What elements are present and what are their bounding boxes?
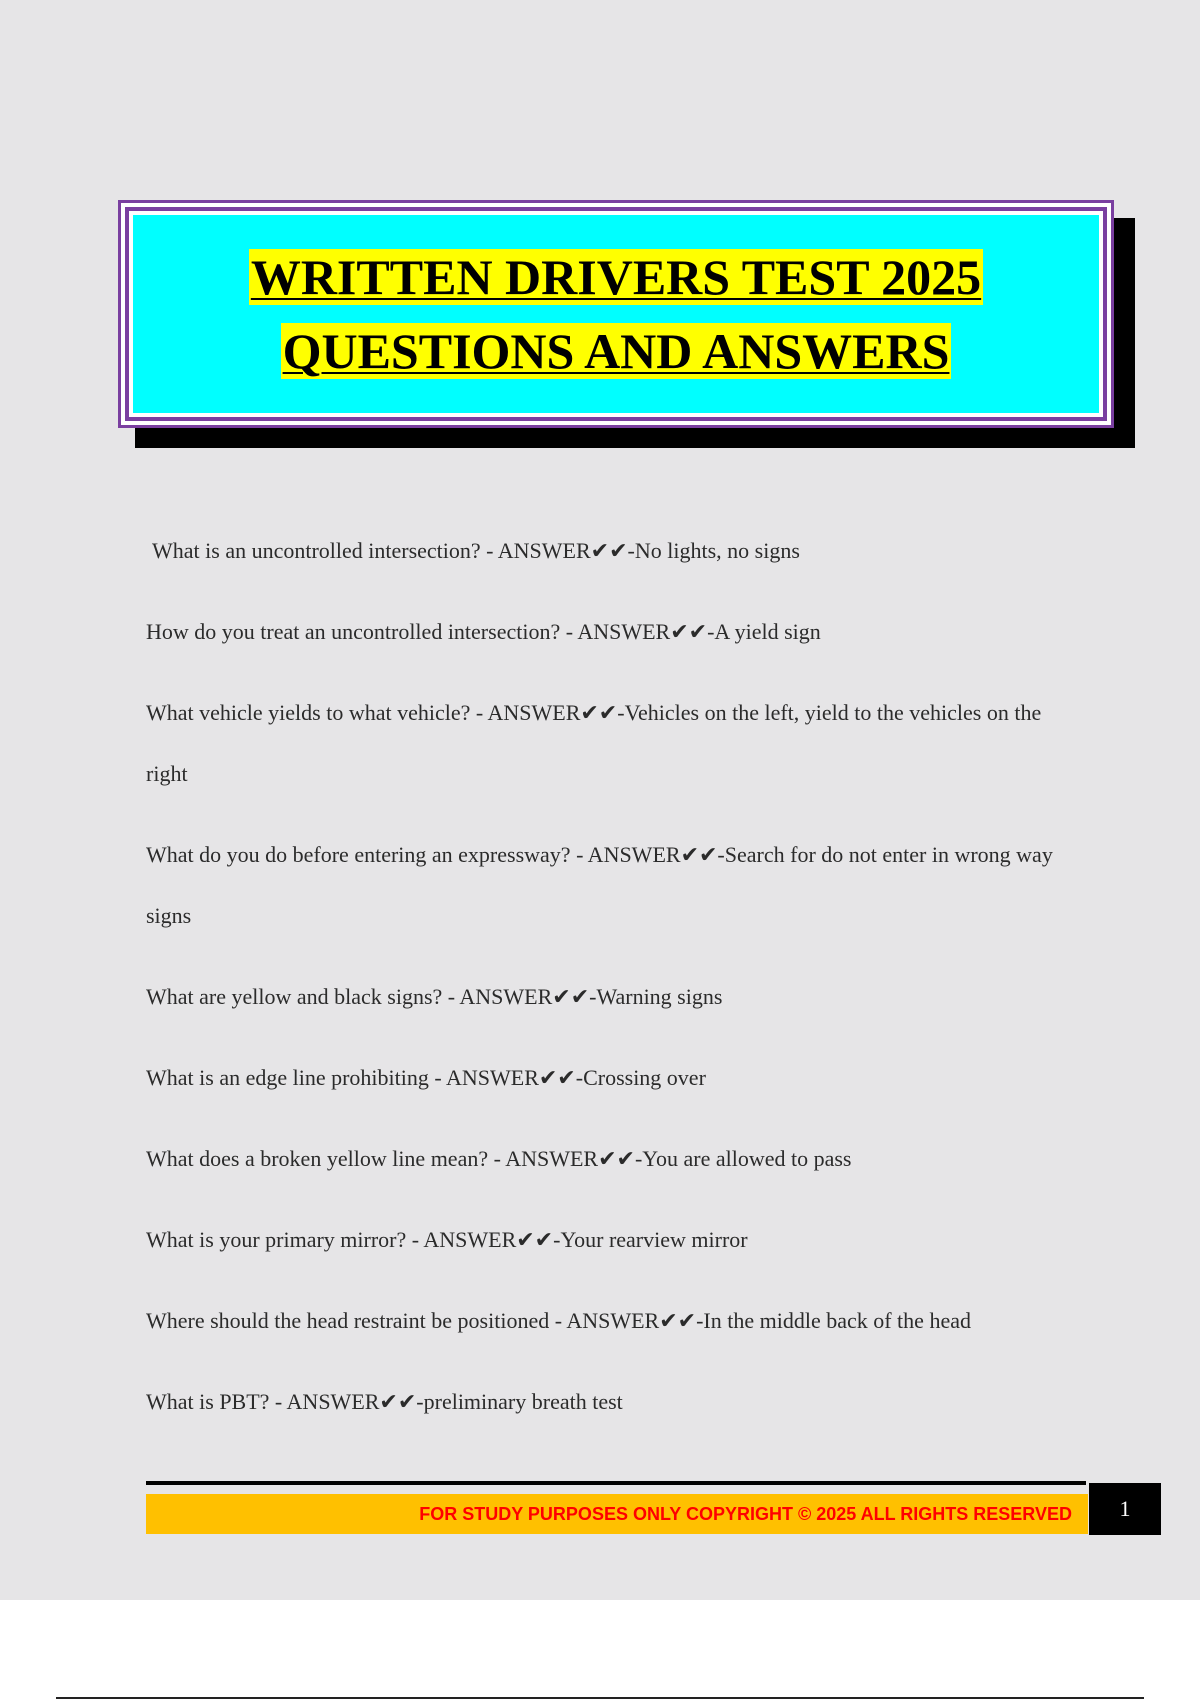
qa-item: How do you treat an uncontrolled intersection? - ANSWER✔✔-A yield sign <box>146 619 821 644</box>
qa-item: What do you do before entering an expressway? - ANSWER✔✔-Search for do not enter in wrong way signs <box>146 842 1053 928</box>
qa-item: What is an edge line prohibiting - ANSWER✔✔-Crossing over <box>146 1065 706 1090</box>
title-box <box>118 200 1114 428</box>
title-line-2: QUESTIONS AND ANSWERS <box>282 323 950 379</box>
qa-item: What is PBT? - ANSWER✔✔-preliminary breath test <box>146 1389 623 1414</box>
page-separator <box>56 1697 1144 1699</box>
qa-item: What vehicle yields to what vehicle? - ANSWER✔✔-Vehicles on the left, yield to the vehicles on the right <box>146 700 1042 786</box>
qa-item: What is your primary mirror? - ANSWER✔✔-Your rearview mirror <box>146 1227 748 1252</box>
title-box-inner-frame <box>125 207 1107 421</box>
footer-divider <box>146 1481 1086 1485</box>
footer-copyright-notice: FOR STUDY PURPOSES ONLY COPYRIGHT © 2025 ALL RIGHTS RESERVED <box>419 1503 1072 1524</box>
title-line-1: WRITTEN DRIVERS TEST 2025 <box>250 249 982 305</box>
qa-item: What are yellow and black signs? - ANSWER✔✔-Warning signs <box>146 984 723 1009</box>
qa-item: What is an uncontrolled intersection? - ANSWER✔✔-No lights, no signs <box>152 538 800 563</box>
page-number: 1 <box>1119 1496 1131 1521</box>
page-number-box <box>1089 1483 1161 1535</box>
footer-band <box>146 1494 1088 1534</box>
title-box-fill <box>133 215 1099 413</box>
qa-item: Where should the head restraint be positioned - ANSWER✔✔-In the middle back of the head <box>146 1308 971 1333</box>
qa-item: What does a broken yellow line mean? - ANSWER✔✔-You are allowed to pass <box>146 1146 852 1171</box>
qa-list <box>146 520 1086 1452</box>
